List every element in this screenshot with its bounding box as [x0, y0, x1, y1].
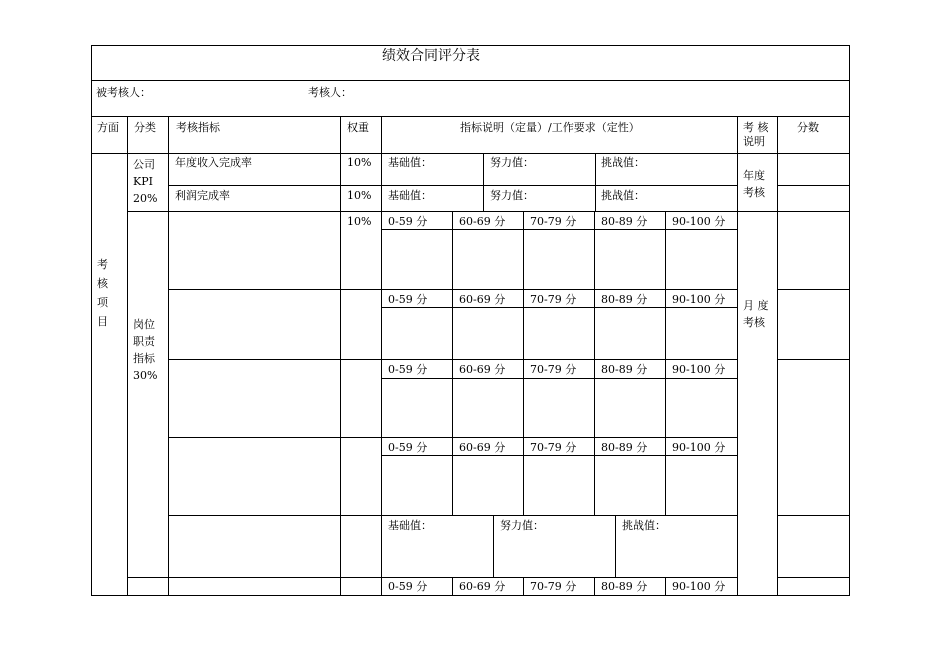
col-rule	[452, 577, 453, 596]
post-kpi-note: 月 度 考核	[743, 299, 769, 329]
post-kpi-base: 基础值：	[388, 519, 432, 532]
col-rule	[452, 211, 453, 516]
header-score: 分数	[797, 121, 819, 134]
col-rule	[493, 515, 494, 578]
col-rule	[665, 211, 666, 516]
rule	[777, 289, 850, 290]
band-label: 0-59 分	[388, 293, 428, 306]
post-kpi-effort: 努力值：	[500, 519, 544, 532]
band-label: 60-69 分	[459, 580, 506, 593]
evaluator-label: 考核人：	[308, 86, 352, 99]
company-kpi-effort-2: 努力值：	[490, 189, 534, 202]
col-rule	[595, 153, 596, 212]
rule	[381, 378, 738, 379]
band-label: 0-59 分	[388, 580, 428, 593]
band-label: 80-89 分	[601, 293, 648, 306]
page-title: 绩效合同评分表	[382, 48, 480, 64]
col-rule	[594, 577, 595, 596]
rule	[168, 185, 738, 186]
col-rule	[523, 211, 524, 516]
post-kpi-category: 岗位 职责 指标 30%	[133, 318, 158, 382]
aspect-label: 考 核 项 目	[97, 258, 108, 328]
rule	[127, 211, 850, 212]
header-category: 分类	[134, 121, 156, 134]
band-label: 0-59 分	[388, 363, 428, 376]
col-rule	[737, 116, 738, 596]
col-rule	[483, 153, 484, 212]
table-border-right	[849, 45, 850, 596]
rule	[381, 455, 738, 456]
band-label: 60-69 分	[459, 215, 506, 228]
band-label: 90-100 分	[672, 580, 726, 593]
col-rule	[340, 116, 341, 596]
col-rule	[594, 211, 595, 516]
header-description: 指标说明（定量）/工作要求（定性）	[460, 121, 640, 134]
band-label: 0-59 分	[388, 441, 428, 454]
rule	[168, 515, 738, 516]
band-label: 70-79 分	[530, 215, 577, 228]
col-rule	[523, 577, 524, 596]
rule	[777, 185, 850, 186]
company-kpi-weight-1: 10%	[347, 156, 372, 169]
company-kpi-indicator-1: 年度收入完成率	[175, 156, 252, 169]
company-kpi-weight-2: 10%	[347, 189, 372, 202]
rule	[777, 359, 850, 360]
col-rule	[777, 116, 778, 596]
band-label: 90-100 分	[672, 293, 726, 306]
company-kpi-effort-1: 努力值：	[490, 156, 534, 169]
rule	[381, 229, 738, 230]
company-kpi-category: 公司 KPI 20%	[133, 158, 158, 205]
table-border-top	[91, 45, 850, 46]
company-kpi-challenge-2: 挑战值：	[601, 189, 645, 202]
col-rule	[127, 116, 128, 596]
band-label: 60-69 分	[459, 441, 506, 454]
rule	[127, 577, 738, 578]
company-kpi-base-1: 基础值：	[388, 156, 432, 169]
rule	[777, 577, 850, 578]
company-kpi-indicator-2: 利润完成率	[175, 189, 230, 202]
col-rule	[665, 577, 666, 596]
band-label: 80-89 分	[601, 363, 648, 376]
col-rule	[615, 515, 616, 578]
col-rule	[168, 116, 169, 596]
company-kpi-note: 年度 考核	[743, 169, 765, 199]
company-kpi-challenge-1: 挑战值：	[601, 156, 645, 169]
company-kpi-base-2: 基础值：	[388, 189, 432, 202]
rule	[168, 437, 738, 438]
band-label: 80-89 分	[601, 441, 648, 454]
header-note: 考 核 说明	[743, 121, 769, 148]
band-label: 80-89 分	[601, 215, 648, 228]
post-kpi-challenge: 挑战值：	[622, 519, 666, 532]
band-label: 0-59 分	[388, 215, 428, 228]
header-indicator: 考核指标	[176, 121, 220, 134]
band-label: 90-100 分	[672, 363, 726, 376]
rule	[777, 515, 850, 516]
rule	[168, 359, 738, 360]
band-label: 90-100 分	[672, 215, 726, 228]
header-aspect: 方面	[97, 121, 119, 134]
band-label: 80-89 分	[601, 580, 648, 593]
evaluatee-label: 被考核人：	[96, 86, 151, 99]
table-border-left	[91, 45, 92, 596]
band-label: 70-79 分	[530, 441, 577, 454]
band-label: 60-69 分	[459, 363, 506, 376]
header-weight: 权重	[347, 121, 369, 134]
band-label: 70-79 分	[530, 293, 577, 306]
rule	[381, 307, 738, 308]
col-rule	[381, 116, 382, 596]
post-kpi-weight: 10%	[347, 215, 372, 228]
rule	[168, 289, 738, 290]
band-label: 70-79 分	[530, 580, 577, 593]
band-label: 70-79 分	[530, 363, 577, 376]
rule	[91, 80, 850, 81]
band-label: 60-69 分	[459, 293, 506, 306]
band-label: 90-100 分	[672, 441, 726, 454]
